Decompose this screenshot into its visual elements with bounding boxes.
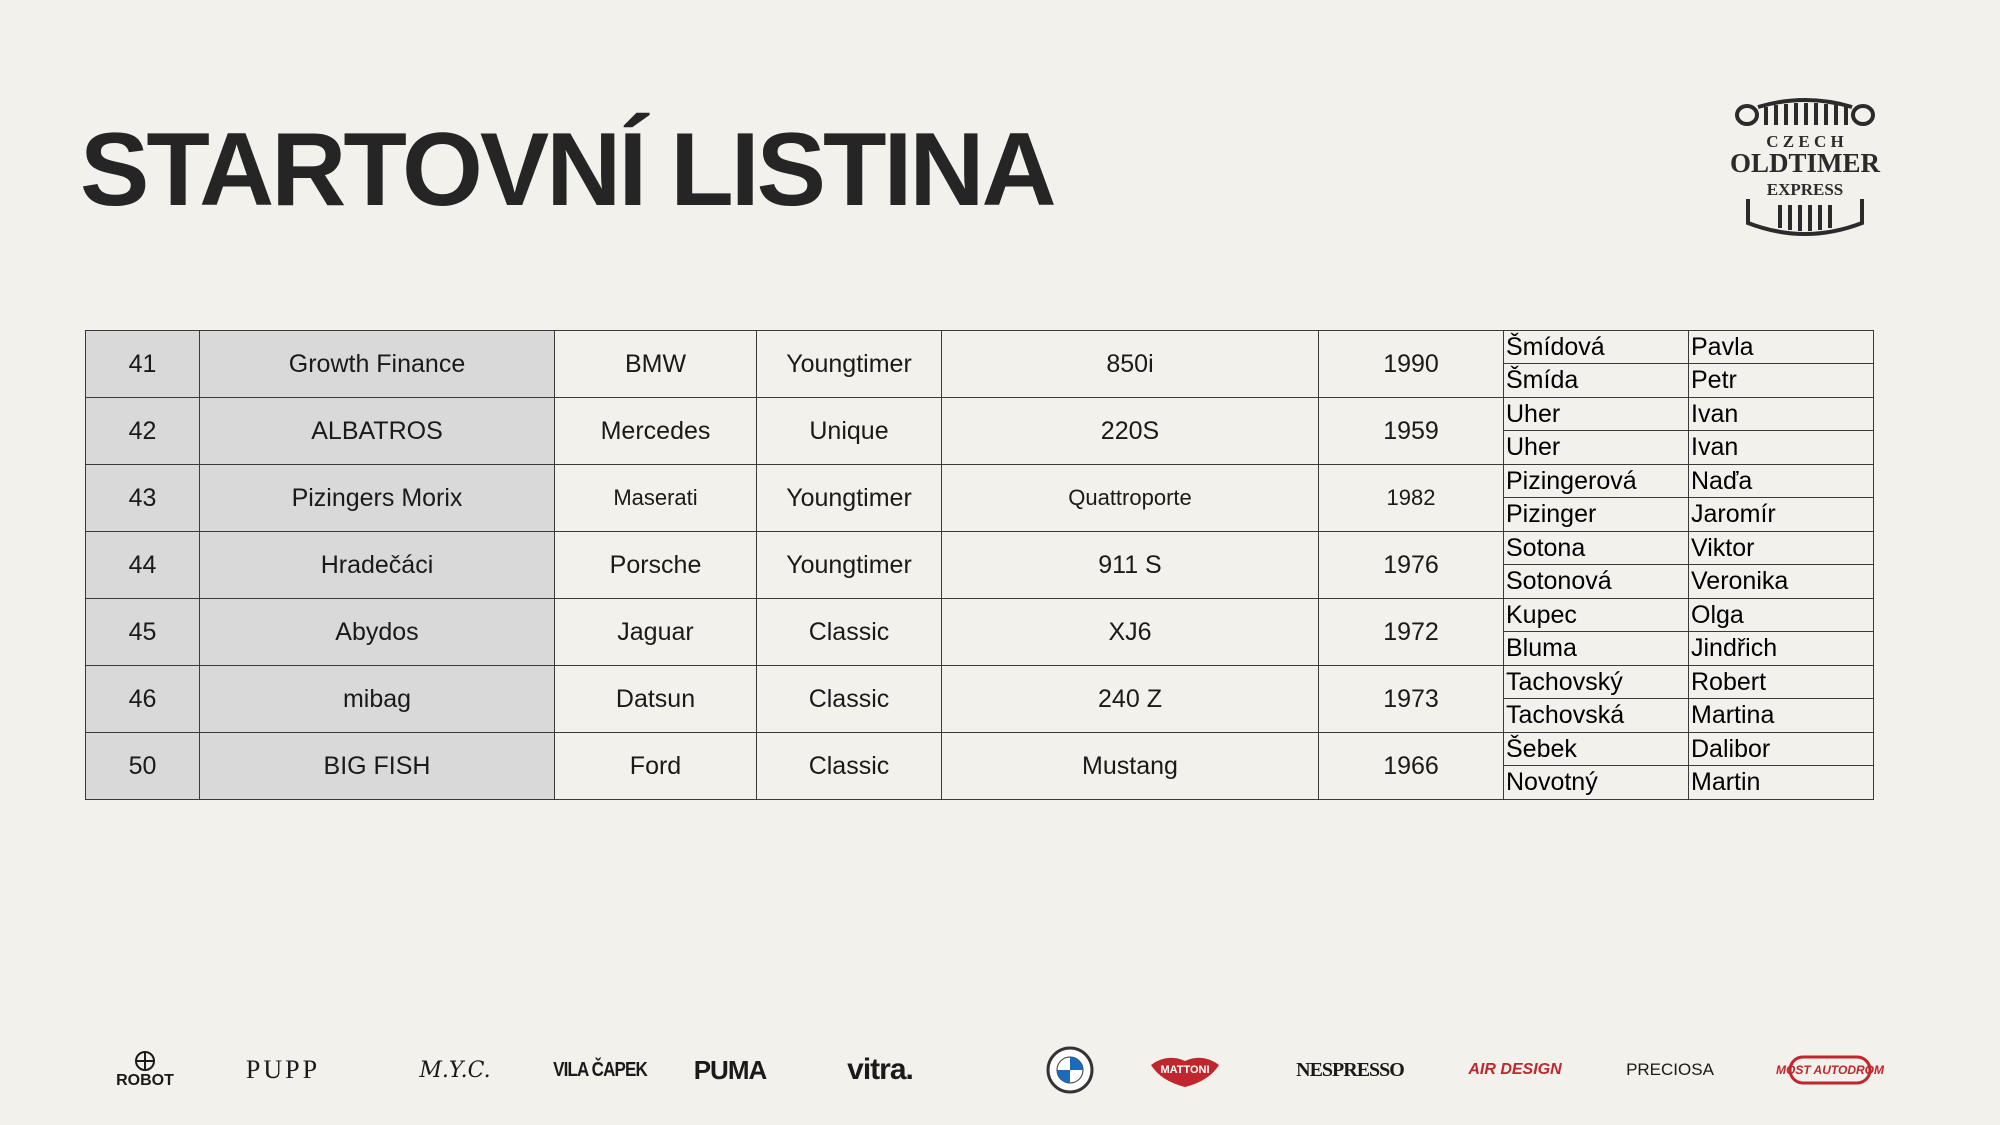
crew-firstname: Robert (1689, 666, 1874, 699)
crew-firstname: Olga (1689, 599, 1874, 632)
crew-surname: Sotonová (1504, 565, 1689, 598)
crew-surname: Novotný (1504, 766, 1689, 799)
team-name-cell: Hradečáci (200, 532, 555, 599)
year-cell: 1966 (1319, 733, 1504, 800)
category-cell: Youngtimer (757, 465, 942, 532)
year-cell: 1973 (1319, 666, 1504, 733)
air-design-logo: AIR DESIGN (1468, 1061, 1562, 1078)
car-make-cell: BMW (555, 331, 757, 398)
nespresso-logo: NESPRESSO (1296, 1058, 1404, 1081)
crew-firstname: Petr (1691, 366, 1737, 394)
svg-text:C Z E C H: C Z E C H (1766, 132, 1844, 151)
table-row (86, 599, 1874, 666)
crew-cell (1504, 331, 1874, 398)
sponsor-strip (100, 1040, 1900, 1100)
car-model-cell: XJ6 (942, 599, 1319, 666)
crew-firstname: Jindřich (1691, 634, 1778, 662)
vila-capek-logo: VILA ČAPEK (553, 1058, 647, 1081)
start-number-cell: 50 (86, 733, 200, 800)
category-cell: Classic (757, 599, 942, 666)
preciosa-logo: PRECIOSA (1626, 1060, 1714, 1079)
table-row (86, 666, 1874, 733)
crew-cell (1504, 398, 1874, 465)
crew-firstname: Dalibor (1689, 733, 1874, 766)
team-name-cell: ALBATROS (200, 398, 555, 465)
team-name-cell: mibag (200, 666, 555, 733)
team-name-cell: Growth Finance (200, 331, 555, 398)
start-number-cell: 42 (86, 398, 200, 465)
pupp-logo: PUPP (245, 1055, 321, 1084)
crew-firstname: Martin (1691, 768, 1761, 796)
bmw-logo (1035, 1040, 1105, 1100)
crew-surname: Šmídová (1504, 331, 1689, 364)
crew-surname: Tachovská (1504, 699, 1689, 732)
crew-firstname: Martina (1691, 701, 1775, 729)
car-make-cell: Maserati (555, 465, 757, 532)
car-model-cell: 850i (942, 331, 1319, 398)
table-row (86, 465, 1874, 532)
team-name-cell: BIG FISH (200, 733, 555, 800)
crew-cell (1504, 532, 1874, 599)
category-cell: Classic (757, 733, 942, 800)
year-cell: 1959 (1319, 398, 1504, 465)
team-name-cell: Abydos (200, 599, 555, 666)
crew-surname: Sotona (1504, 532, 1689, 565)
crew-surname: Kupec (1504, 599, 1689, 632)
start-number-cell: 43 (86, 465, 200, 532)
car-model-cell: Quattroporte (942, 465, 1319, 532)
category-cell: Youngtimer (757, 532, 942, 599)
start-number-cell: 44 (86, 532, 200, 599)
car-model-cell: 240 Z (942, 666, 1319, 733)
crew-firstname: Ivan (1689, 398, 1874, 431)
crew-surname: Šmída (1504, 364, 1689, 397)
crew-surname: Tachovský (1504, 666, 1689, 699)
start-list-table (85, 330, 1874, 800)
puma-logo: PUMA (693, 1054, 767, 1085)
table-row (86, 398, 1874, 465)
myc-logo: M.Y.C. (419, 1057, 491, 1083)
crew-firstname: Veronika (1691, 567, 1789, 595)
table-row (86, 733, 1874, 800)
page-title: STARTOVNÍ LISTINA (80, 112, 1054, 228)
year-cell: 1982 (1319, 465, 1504, 532)
czech-oldtimer-express-logo (1720, 95, 1890, 245)
crew-firstname: Viktor (1689, 532, 1874, 565)
vitra-logo: vitra. (847, 1053, 913, 1086)
crew-firstname: Naďa (1689, 465, 1874, 498)
start-number-cell: 41 (86, 331, 200, 398)
car-model-cell: Mustang (942, 733, 1319, 800)
svg-text:OLDTIMER: OLDTIMER (1729, 148, 1881, 178)
crew-firstname: Pavla (1689, 331, 1874, 364)
year-cell: 1976 (1319, 532, 1504, 599)
crew-firstname: Ivan (1691, 433, 1739, 461)
crew-cell (1504, 465, 1874, 532)
category-cell: Classic (757, 666, 942, 733)
car-make-cell: Mercedes (555, 398, 757, 465)
table-row (86, 532, 1874, 599)
crew-firstname: Jaromír (1691, 500, 1776, 528)
car-make-cell: Datsun (555, 666, 757, 733)
car-make-cell: Ford (555, 733, 757, 800)
category-cell: Unique (757, 398, 942, 465)
crew-surname: Bluma (1504, 632, 1689, 665)
category-cell: Youngtimer (757, 331, 942, 398)
crew-cell (1504, 666, 1874, 733)
car-model-cell: 911 S (942, 532, 1319, 599)
most-autodrom-logo: MOST AUTODROM (1765, 1040, 1895, 1100)
crew-surname: Uher (1504, 431, 1689, 464)
svg-text:EXPRESS: EXPRESS (1766, 180, 1844, 199)
crew-cell (1504, 599, 1874, 666)
start-number-cell: 46 (86, 666, 200, 733)
team-name-cell: Pizingers Morix (200, 465, 555, 532)
year-cell: 1972 (1319, 599, 1504, 666)
crew-surname: Uher (1504, 398, 1689, 431)
year-cell: 1990 (1319, 331, 1504, 398)
table-row (86, 331, 1874, 398)
robot-logo: ROBOT (100, 1040, 190, 1100)
crew-surname: Šebek (1504, 733, 1689, 766)
crew-surname: Pizingerová (1504, 465, 1689, 498)
crew-surname: Pizinger (1504, 498, 1689, 531)
car-model-cell: 220S (942, 398, 1319, 465)
start-number-cell: 45 (86, 599, 200, 666)
mattoni-logo: MATTONI (1120, 1040, 1250, 1100)
car-make-cell: Porsche (555, 532, 757, 599)
crew-cell (1504, 733, 1874, 800)
car-make-cell: Jaguar (555, 599, 757, 666)
